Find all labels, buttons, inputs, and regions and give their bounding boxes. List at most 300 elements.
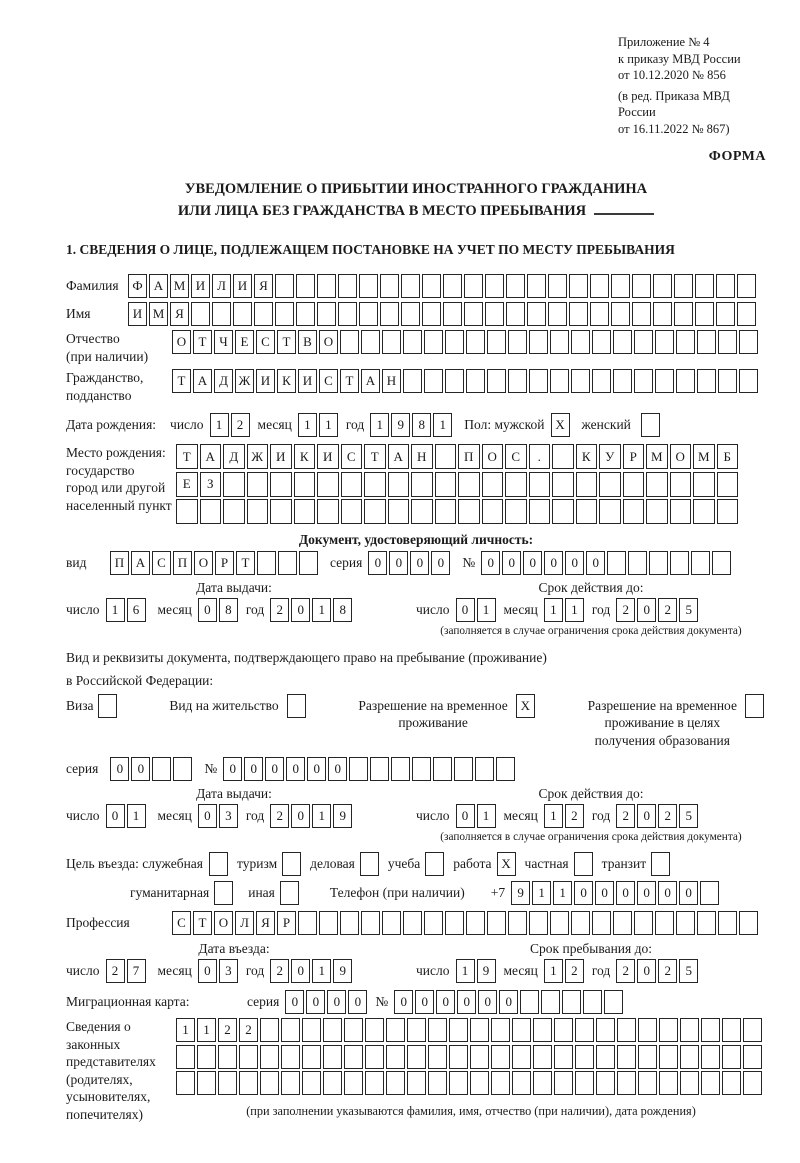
profession-label: Профессия [66,915,130,930]
residence-valid-month[interactable] [544,804,586,828]
char-box: 9 [391,413,410,437]
temp-residence-label-1: Разрешение на временное [358,697,508,713]
char-box [380,302,399,326]
month-label: месяц [503,963,538,978]
char-box [428,1018,447,1042]
char-box [541,990,560,1014]
char-box: В [298,330,317,354]
char-box [676,911,695,935]
char-box: 2 [231,413,250,437]
char-box [590,274,609,298]
char-box: 1 [312,804,331,828]
purpose-transit-label: транзит [601,856,647,871]
char-box: П [110,551,129,575]
char-box: 1 [477,804,496,828]
char-box [223,499,245,524]
char-box [449,1071,468,1095]
stay-until-heading: Срок пребывания до: [530,941,652,956]
purpose-study-checkbox[interactable] [425,852,446,876]
char-box [275,302,294,326]
char-box [364,499,386,524]
char-box [508,330,527,354]
char-box [407,1018,426,1042]
char-box: 9 [333,959,352,983]
char-box [428,1071,447,1095]
char-box [401,274,420,298]
char-box: 1 [544,598,563,622]
char-box [697,330,716,354]
char-box [223,472,245,497]
doc-issue-year[interactable] [270,598,354,622]
middle-name-field[interactable] [172,330,760,354]
char-box: Д [223,444,245,469]
purpose-study-label: учеба [387,856,421,871]
char-box [571,911,590,935]
char-box: Т [176,444,198,469]
char-box [562,990,581,1014]
char-box: 1 [127,804,146,828]
char-box: 0 [198,804,217,828]
char-box [323,1071,342,1095]
char-box: 0 [586,551,605,575]
char-box [670,472,692,497]
char-box: О [194,551,213,575]
phone-field[interactable] [511,881,721,905]
char-box [554,1018,573,1042]
char-box: Т [236,551,255,575]
char-box: З [200,472,222,497]
char-box [422,302,441,326]
char-box: 0 [595,881,614,905]
char-box [212,302,231,326]
migration-number-field[interactable] [394,990,625,1014]
char-box [632,302,651,326]
char-box: 2 [565,804,584,828]
char-box [214,881,233,905]
purpose-humanitarian-label: гуманитарная [130,885,210,900]
birth-place-label: Место рождения: [66,445,166,460]
char-box [445,369,464,393]
char-box [298,911,317,935]
char-box [491,1018,510,1042]
char-box: А [193,369,212,393]
char-box [533,1045,552,1069]
entry-month[interactable] [198,959,240,983]
char-box: 6 [127,598,146,622]
purpose-official-checkbox[interactable] [209,852,230,876]
char-box [527,302,546,326]
char-box: Т [364,444,386,469]
char-box [604,990,623,1014]
representatives-note: (при заполнении указываются фамилия, имя, отчество (при наличии), дата рождения) [246,1103,696,1118]
purpose-business-checkbox[interactable] [360,852,381,876]
migration-series-field[interactable] [285,990,369,1014]
char-box: О [172,330,191,354]
char-box: Р [623,444,645,469]
char-box [592,369,611,393]
char-box: 0 [198,959,217,983]
char-box: 1 [298,413,317,437]
char-box: 0 [456,598,475,622]
residence-issue-day[interactable] [106,804,148,828]
char-box [680,1071,699,1095]
char-box [382,911,401,935]
validity-note: (заполняется в случае ограничения срока действия документа) [440,831,742,843]
char-box [722,1071,741,1095]
day-label: число [66,601,100,617]
temp-residence-option [358,694,536,750]
char-box [176,1071,195,1095]
char-box: 5 [679,598,698,622]
char-box [623,472,645,497]
char-box: 0 [565,551,584,575]
char-box: Т [172,369,191,393]
char-box: 0 [198,598,217,622]
char-box: 0 [616,881,635,905]
char-box [370,757,389,781]
temp-residence-label-2: проживание [398,715,468,730]
visa-label: Виза [66,697,94,713]
char-box [670,551,689,575]
char-box: 0 [327,990,346,1014]
char-box [676,369,695,393]
char-box [428,1045,447,1069]
temp-residence-edu-label-3: получения образования [594,732,730,748]
char-box [613,369,632,393]
purpose-other-label: иная [248,885,275,900]
char-box [529,330,548,354]
char-box [641,413,660,437]
char-box [443,274,462,298]
char-box: С [172,911,191,935]
char-box: Р [277,911,296,935]
char-box [613,330,632,354]
char-box [401,302,420,326]
char-box [634,369,653,393]
char-box [275,274,294,298]
purpose-private-checkbox[interactable] [574,852,595,876]
stay-day[interactable] [456,959,498,983]
char-box [700,881,719,905]
char-box: 7 [127,959,146,983]
char-box: 1 [106,598,125,622]
char-box: 0 [306,990,325,1014]
char-box [197,1045,216,1069]
char-box: 0 [265,757,284,781]
representatives-label-4: (родителях, [66,1071,133,1087]
char-box: 0 [328,757,347,781]
char-box [554,1045,573,1069]
char-box [338,274,357,298]
char-box [299,551,318,575]
entry-date-heading: Дата въезда: [198,941,270,956]
entry-day[interactable] [106,959,148,983]
residence-permit-checkbox[interactable] [287,694,308,718]
female-checkbox[interactable] [641,413,662,437]
char-box: О [482,444,504,469]
identity-doc-heading: Документ, удостоверяющий личность: [298,531,534,547]
last-name-label: Фамилия [66,278,119,293]
birth-year-field[interactable] [370,413,454,437]
char-box: Н [382,369,401,393]
char-box [359,274,378,298]
birth-month-field[interactable] [298,413,340,437]
residence-issue-month[interactable] [198,804,240,828]
char-box [697,369,716,393]
char-box [596,1045,615,1069]
char-box [674,274,693,298]
char-box [695,274,714,298]
char-box [651,852,670,876]
purpose-other-checkbox[interactable] [280,881,301,905]
char-box [599,472,621,497]
char-box [676,330,695,354]
char-box [569,274,588,298]
char-box [533,1018,552,1042]
char-box [506,274,525,298]
char-box [424,369,443,393]
char-box [691,551,710,575]
char-box [552,444,574,469]
char-box [529,499,551,524]
char-box [454,757,473,781]
purpose-tourism-checkbox[interactable] [282,852,303,876]
last-name-field[interactable] [128,274,758,298]
representatives-row-1[interactable] [176,1018,766,1042]
char-box [388,472,410,497]
char-box [617,1018,636,1042]
residence-valid-year[interactable] [616,804,700,828]
char-box [191,302,210,326]
male-checkbox[interactable] [551,413,572,437]
char-box: 1 [433,413,452,437]
purpose-transit-checkbox[interactable] [651,852,672,876]
char-box: 1 [553,881,572,905]
doc-number-field[interactable] [481,551,733,575]
phone-label: Телефон (при наличии) [329,885,465,900]
char-box: 0 [286,757,305,781]
char-box [365,1018,384,1042]
char-box [716,274,735,298]
char-box [552,499,574,524]
char-box [655,369,674,393]
char-box [592,330,611,354]
char-box: И [317,444,339,469]
birth-place-row-1[interactable] [176,444,740,469]
citizenship-field[interactable] [172,369,760,393]
residence-permit-label: Вид на жительство [169,697,279,713]
temp-residence-education-checkbox[interactable] [745,694,766,718]
issue-date-heading: Дата выдачи: [196,786,272,801]
char-box [317,499,339,524]
char-box: Б [717,444,739,469]
residence-issue-year[interactable] [270,804,354,828]
representatives-row-2[interactable] [176,1045,766,1069]
char-box [491,1071,510,1095]
char-box: Н [411,444,433,469]
char-box [634,911,653,935]
first-name-label: Имя [66,306,91,321]
char-box [550,369,569,393]
residence-number-field[interactable] [223,757,517,781]
char-box [506,302,525,326]
char-box: Е [176,472,198,497]
char-box [323,1045,342,1069]
temp-residence-edu-label-1: Разрешение на временное [587,697,737,713]
char-box: С [152,551,171,575]
char-box: С [256,330,275,354]
char-box: М [646,444,668,469]
char-box [623,499,645,524]
doc-valid-month[interactable] [544,598,586,622]
char-box [257,551,276,575]
char-box: 8 [333,598,352,622]
title-line-1: УВЕДОМЛЕНИЕ О ПРИБЫТИИ ИНОСТРАННОГО ГРАЖДАНИНА [184,181,648,197]
day-label: число [66,963,100,978]
birth-day-field[interactable] [210,413,252,437]
migration-card-label: Миграционная карта: [66,994,190,1009]
char-box: X [497,852,516,876]
char-box [743,1071,762,1095]
temp-residence-checkbox[interactable] [516,694,537,718]
birth-place-row-3[interactable] [176,499,740,524]
char-box [674,302,693,326]
stay-month[interactable] [544,959,586,983]
char-box [445,911,464,935]
char-box [554,1071,573,1095]
char-box [552,472,574,497]
char-box [634,330,653,354]
representatives-label-1: Сведения о [66,1019,131,1034]
temp-residence-education-option [588,694,766,750]
series-label: серия [66,761,99,776]
char-box: 2 [239,1018,258,1042]
char-box [575,1018,594,1042]
char-box [239,1071,258,1095]
char-box [592,911,611,935]
profession-field[interactable] [172,911,760,935]
char-box: Ж [235,369,254,393]
char-box [529,472,551,497]
char-box [655,911,674,935]
entry-year[interactable] [270,959,354,983]
char-box [344,1045,363,1069]
purpose-tourism-label: туризм [237,856,278,871]
char-box [655,330,674,354]
char-box [302,1071,321,1095]
char-box [361,330,380,354]
char-box [209,852,228,876]
doc-issue-month[interactable] [198,598,240,622]
char-box: 0 [131,757,150,781]
stay-year[interactable] [616,959,700,983]
char-box: . [529,444,551,469]
char-box: А [149,274,168,298]
char-box [294,499,316,524]
char-box [693,472,715,497]
residence-series-field[interactable] [110,757,194,781]
char-box: 2 [658,598,677,622]
char-box [596,1018,615,1042]
purpose-humanitarian-checkbox[interactable] [214,881,235,905]
char-box [571,369,590,393]
char-box [218,1045,237,1069]
char-box [697,911,716,935]
char-box [487,911,506,935]
char-box: 0 [285,990,304,1014]
doc-type-field[interactable] [110,551,320,575]
char-box [548,274,567,298]
char-box [550,330,569,354]
char-box: И [270,444,292,469]
char-box [380,274,399,298]
char-box [508,369,527,393]
char-box [340,911,359,935]
char-box [653,274,672,298]
char-box: С [319,369,338,393]
doc-valid-day[interactable] [456,598,498,622]
doc-series-field[interactable] [368,551,452,575]
char-box: 8 [412,413,431,437]
char-box [464,302,483,326]
char-box: Я [254,274,273,298]
char-box [403,911,422,935]
char-box: 3 [219,804,238,828]
char-box [599,499,621,524]
char-box: И [233,274,252,298]
purpose-label: Цель въезда: служебная [66,856,203,871]
visa-checkbox[interactable] [98,694,119,718]
first-name-field[interactable] [128,302,758,326]
year-label: год [245,963,265,978]
char-box [496,757,515,781]
visa-option [66,694,119,750]
char-box [341,499,363,524]
char-box [281,1045,300,1069]
char-box: Ф [128,274,147,298]
doc-issue-day[interactable] [106,598,148,622]
char-box [176,499,198,524]
char-box [613,911,632,935]
birth-place-row-2[interactable] [176,472,740,497]
doc-valid-year[interactable] [616,598,700,622]
char-box [718,911,737,935]
char-box [590,302,609,326]
char-box: 1 [176,1018,195,1042]
char-box [403,369,422,393]
day-label: число [416,963,450,978]
char-box [349,757,368,781]
char-box: 0 [394,990,413,1014]
char-box [425,852,444,876]
char-box: 0 [478,990,497,1014]
char-box [638,1071,657,1095]
char-box: 0 [523,551,542,575]
valid-until-heading: Срок действия до: [538,579,644,595]
residence-valid-day[interactable] [456,804,498,828]
char-box: И [256,369,275,393]
ref-line: к приказу МВД России [618,51,741,66]
char-box: А [361,369,380,393]
title-line-2: ИЛИ ЛИЦА БЕЗ ГРАЖДАНСТВА В МЕСТО ПРЕБЫВАНИЯ [177,203,587,219]
char-box [529,911,548,935]
char-box [281,1071,300,1095]
char-box: 2 [270,959,289,983]
purpose-work-checkbox[interactable] [497,852,518,876]
char-box: 0 [291,598,310,622]
char-box [575,1045,594,1069]
representatives-row-3[interactable] [176,1071,766,1095]
